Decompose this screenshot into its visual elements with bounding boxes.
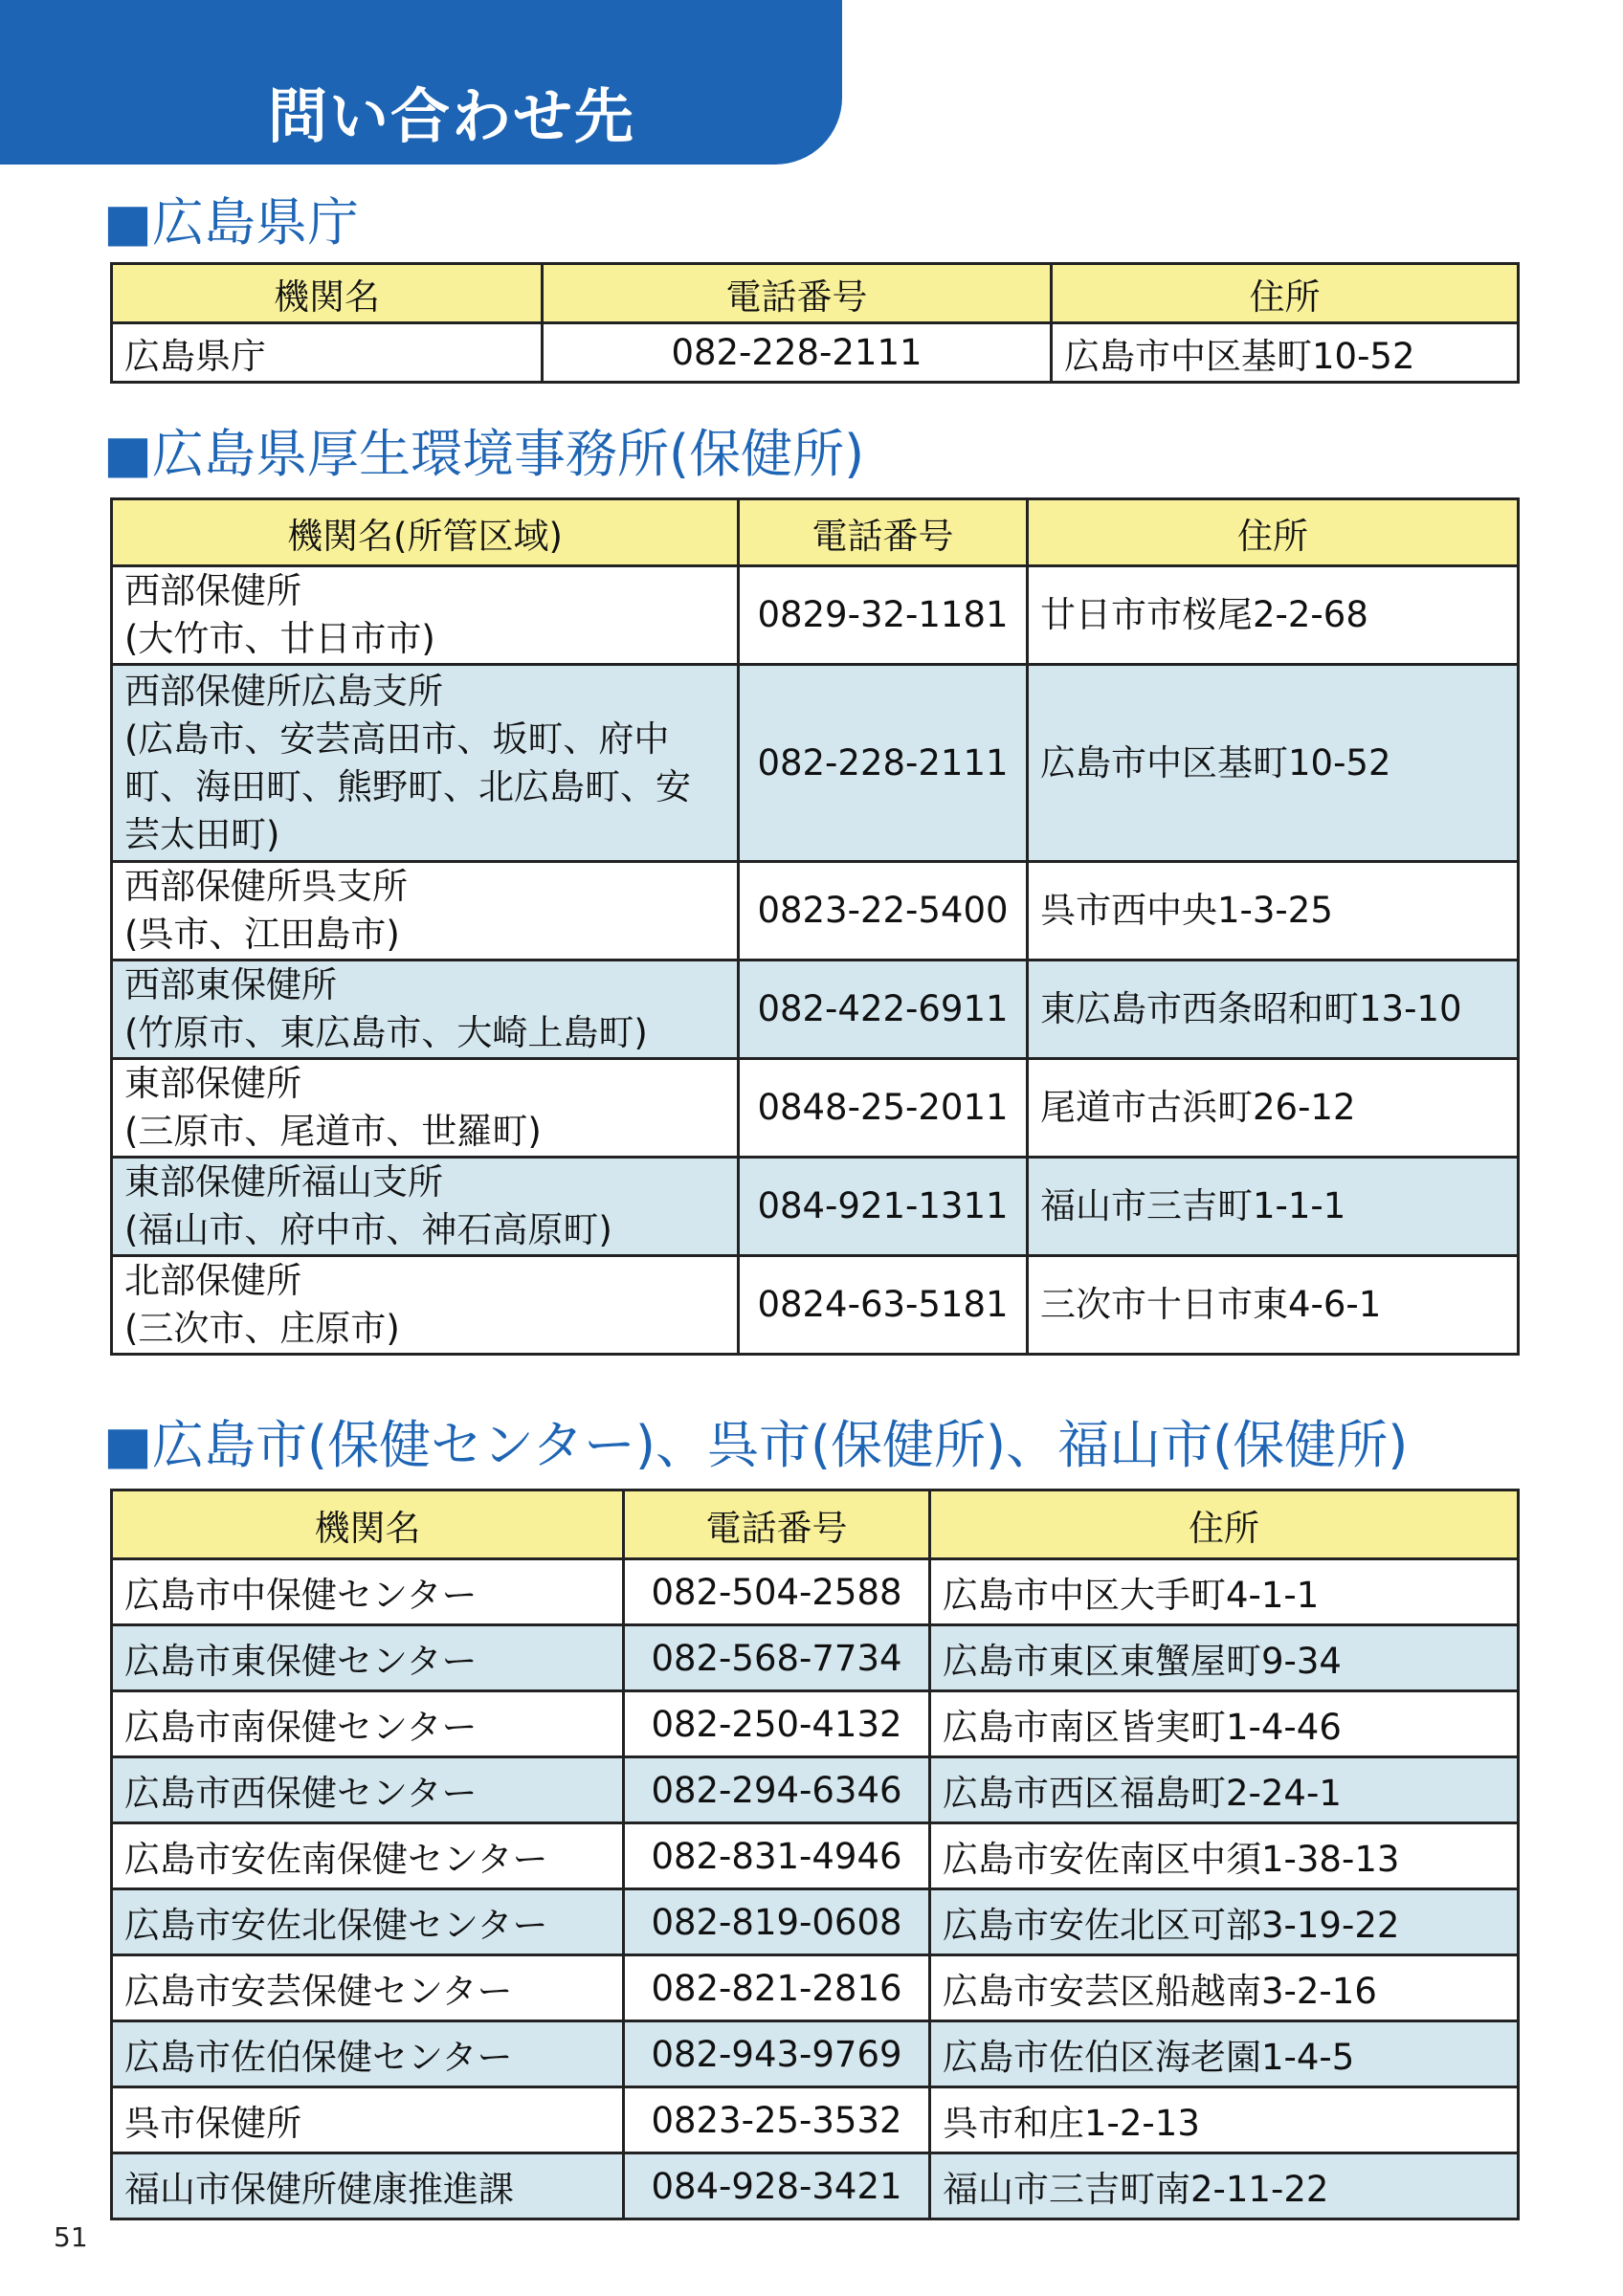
- phone-number: 0848-25-2011: [739, 1059, 1028, 1158]
- column-header-name: 機関名: [112, 1490, 624, 1559]
- table-header-row: [112, 499, 1519, 566]
- phone-number: 084-928-3421: [624, 2153, 930, 2219]
- address: 広島市佐伯区海老園1-4-5: [930, 2021, 1519, 2087]
- jurisdiction-line: 町、海田町、熊野町、北広島町、安: [124, 765, 691, 807]
- agency-name-line: 西部保健所広島支所: [124, 670, 443, 712]
- address: 広島市安佐南区中須1-38-13: [930, 1823, 1519, 1889]
- table-row: [112, 1158, 1519, 1256]
- agency-name-line: 東部保健所: [124, 1063, 301, 1104]
- page-title: 問い合わせ先: [268, 81, 636, 151]
- agency-name: 広島市南保健センター: [112, 1691, 624, 1757]
- agency-name-line: 西部保健所呉支所: [124, 866, 408, 907]
- table-row: [112, 566, 1519, 665]
- phone-number: 0824-63-5181: [739, 1256, 1028, 1355]
- health-offices-table: [110, 497, 1520, 1356]
- header-banner: [0, 0, 842, 165]
- agency-name: 広島市東保健センター: [112, 1625, 624, 1691]
- table-row: [112, 862, 1519, 960]
- table-row: [112, 1559, 1519, 1625]
- phone-number: 084-921-1311: [739, 1158, 1028, 1256]
- address: 広島市安芸区船越南3-2-16: [930, 1955, 1519, 2021]
- agency-name: [112, 665, 739, 862]
- table-row: [112, 1757, 1519, 1823]
- table-row: [112, 1823, 1519, 1889]
- agency-name: [112, 566, 739, 665]
- address: 尾道市古浜町26-12: [1028, 1059, 1519, 1158]
- phone-number: 082-422-6911: [739, 960, 1028, 1059]
- phone-number: 082-943-9769: [624, 2021, 930, 2087]
- agency-name: 広島市安佐北保健センター: [112, 1889, 624, 1955]
- agency-name: 広島市安佐南保健センター: [112, 1823, 624, 1889]
- address: 東広島市西条昭和町13-10: [1028, 960, 1519, 1059]
- phone-number: 082-228-2111: [543, 323, 1052, 383]
- column-header-address: 住所: [1052, 264, 1519, 323]
- column-header-name: 機関名: [112, 264, 543, 323]
- address: 福山市三吉町南2-11-22: [930, 2153, 1519, 2219]
- address: 福山市三吉町1-1-1: [1028, 1158, 1519, 1256]
- column-header-phone: 電話番号: [739, 499, 1028, 566]
- agency-name-line: 西部東保健所: [124, 964, 337, 1005]
- page-number: 51: [54, 2221, 88, 2253]
- phone-number: 0829-32-1181: [739, 566, 1028, 665]
- jurisdiction-line: 芸太田町): [124, 813, 280, 855]
- table-row: [112, 1889, 1519, 1955]
- jurisdiction-line: (三原市、尾道市、世羅町): [124, 1111, 542, 1152]
- column-header-name: 機関名(所管区域): [112, 499, 739, 566]
- section-heading-prefectural-office: ■広島県庁: [103, 192, 360, 253]
- phone-number: 082-831-4946: [624, 1823, 930, 1889]
- jurisdiction-line: (竹原市、東広島市、大崎上島町): [124, 1012, 648, 1053]
- table-row: [112, 1625, 1519, 1691]
- jurisdiction-line: (広島市、安芸高田市、坂町、府中: [124, 718, 670, 760]
- phone-number: 082-504-2588: [624, 1559, 930, 1625]
- jurisdiction-line: (大竹市、廿日市市): [124, 618, 435, 659]
- address: 呉市西中央1-3-25: [1028, 862, 1519, 960]
- table-row: [112, 2021, 1519, 2087]
- agency-name: [112, 1059, 739, 1158]
- address: 三次市十日市東4-6-1: [1028, 1256, 1519, 1355]
- table-row: [112, 1691, 1519, 1757]
- column-header-address: 住所: [930, 1490, 1519, 1559]
- table-row: [112, 323, 1519, 383]
- phone-number: 082-228-2111: [739, 665, 1028, 862]
- address: 広島市中区基町10-52: [1028, 665, 1519, 862]
- column-header-address: 住所: [1028, 499, 1519, 566]
- phone-number: 082-294-6346: [624, 1757, 930, 1823]
- agency-name: 広島市中保健センター: [112, 1559, 624, 1625]
- agency-name: 広島市安芸保健センター: [112, 1955, 624, 2021]
- address: 廿日市市桜尾2-2-68: [1028, 566, 1519, 665]
- agency-name: 広島県庁: [112, 323, 543, 383]
- column-header-phone: 電話番号: [543, 264, 1052, 323]
- address: 広島市中区大手町4-1-1: [930, 1559, 1519, 1625]
- phone-number: 0823-22-5400: [739, 862, 1028, 960]
- table-row: [112, 2087, 1519, 2153]
- agency-name: 福山市保健所健康推進課: [112, 2153, 624, 2219]
- city-health-centers-table: [110, 1489, 1520, 2220]
- address: 広島市中区基町10-52: [1052, 323, 1519, 383]
- agency-name: 呉市保健所: [112, 2087, 624, 2153]
- section-heading-health-offices: ■広島県厚生環境事務所(保健所): [103, 424, 865, 484]
- table-row: [112, 1059, 1519, 1158]
- table-row: [112, 1256, 1519, 1355]
- table-header-row: [112, 1490, 1519, 1559]
- table-row: [112, 1955, 1519, 2021]
- agency-name: 広島市佐伯保健センター: [112, 2021, 624, 2087]
- agency-name: [112, 862, 739, 960]
- phone-number: 082-568-7734: [624, 1625, 930, 1691]
- phone-number: 082-819-0608: [624, 1889, 930, 1955]
- address: 呉市和庄1-2-13: [930, 2087, 1519, 2153]
- column-header-phone: 電話番号: [624, 1490, 930, 1559]
- phone-number: 082-250-4132: [624, 1691, 930, 1757]
- prefectural-office-table: [110, 262, 1520, 384]
- address: 広島市安佐北区可部3-19-22: [930, 1889, 1519, 1955]
- agency-name-line: 東部保健所福山支所: [124, 1161, 443, 1203]
- address: 広島市東区東蟹屋町9-34: [930, 1625, 1519, 1691]
- address: 広島市西区福島町2-24-1: [930, 1757, 1519, 1823]
- table-row: [112, 2153, 1519, 2219]
- jurisdiction-line: (三次市、庄原市): [124, 1308, 400, 1349]
- agency-name-line: 西部保健所: [124, 570, 301, 611]
- phone-number: 0823-25-3532: [624, 2087, 930, 2153]
- agency-name-line: 北部保健所: [124, 1260, 301, 1301]
- agency-name: [112, 1256, 739, 1355]
- jurisdiction-line: (呉市、江田島市): [124, 914, 400, 955]
- agency-name: [112, 1158, 739, 1256]
- address: 広島市南区皆実町1-4-46: [930, 1691, 1519, 1757]
- section-heading-city-health-centers: ■広島市(保健センター)、呉市(保健所)、福山市(保健所): [103, 1415, 1409, 1475]
- table-row: [112, 960, 1519, 1059]
- agency-name: 広島市西保健センター: [112, 1757, 624, 1823]
- table-header-row: [112, 264, 1519, 323]
- agency-name: [112, 960, 739, 1059]
- jurisdiction-line: (福山市、府中市、神石高原町): [124, 1209, 612, 1250]
- phone-number: 082-821-2816: [624, 1955, 930, 2021]
- table-row: [112, 665, 1519, 862]
